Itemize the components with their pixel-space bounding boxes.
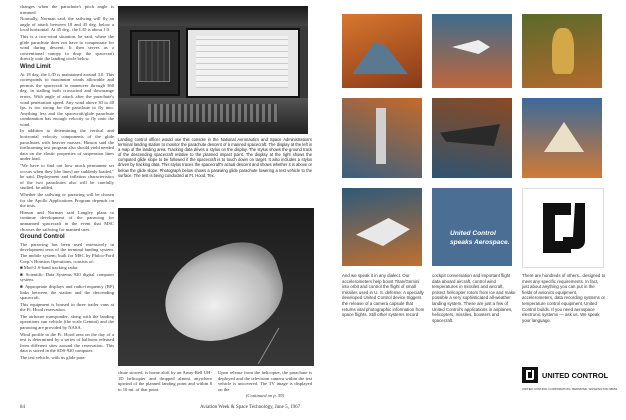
paragraph: Whether the sailwing or parawing will be chosen for the Apollo Applications Program depends on the tests. [20,192,114,209]
ad-body-col3: There are hundreds of others...designed to meet any specific requirements. In fact, just about anything you can put in the fields of avionics equipment, accelerometers, data recording systems or temperature control equipment, United Control builds. If you need aerospace electronic systems — ask us. We speak your language. [522,273,606,323]
console-frame [118,6,308,26]
ad-headline-line1: United Control [450,230,496,237]
article-column-middle: chute stowed, is borne aloft by an Army-Bell UH-1D helicopter and dropped almost anywhere upwind of the planned landing point and within 8 to 10 mi. of that point. [118,370,212,392]
paragraph: In addition to determining the vertical and horizontal velocity components of the glide parachutes with heavier masses, Hinson said the forthcoming test program also should yield needed data on the elastic properties of suspension lines under load. [20,128,114,162]
ad-illustration-4 [342,98,422,178]
publication-line: Aviation Week & Space Technology, June 5, 1967 [200,405,301,410]
paragraph: Hinson and Norman said Langley plans to continue development of the parawing for unmanned spacecraft in the event that MSC chooses the sailwing for manned uses. [20,209,114,232]
ad-illustration-6 [522,98,602,178]
continued-note: (Continued on p. 59) [245,393,285,399]
paragraph: Upon release from the helicopter, the parachute is deployed and the television camera within the test vehicle is uncovered. The TV image is displayed on the [218,370,312,392]
paragraph: This equipment is housed in three trailer vans at the Ft. Hood reservation. [20,301,114,313]
paragraph: This is a two-wind situation, he said, where the glide parachute does not have to compensate for wind during descent. It then serves as a conventional canopy to drop the spacecraft directly onto the landing circle below. [20,33,114,62]
united-control-logo-large [522,188,604,268]
photo-caption: Landing control officer would use this console in the National Aeronautics and Space Administration's terminal landing station to monitor the parachute descent of a manned spacecraft. The display at the left is a map of the landing area. Tracking data drives a stylus on the display. The stylus shows the ground track of the descending spacecraft relative to the planned impact point. The display at the right shows the computed glide slope to be followed if the spacecraft is to touch down on target. It also includes a stylus driven by tracking data. This stylus traces the spacecraft's actual descent and shows whether it is above or below the glide slope. Photograph below shows a parawing glide parachute lowering a test vehicle to the surface. The test is being conducted at Ft. Hood, Tex. [118,137,312,178]
page-number: 84 [20,405,25,410]
logo-wordmark: UNITED CONTROL [542,371,609,380]
suspension-lines [258,328,314,364]
bullet-item: ■ Scientific Data Systems 920 digital computer system. [20,271,114,283]
paragraph: "We have to find out how much permanent set occurs when they [the lines] are suddenly loaded," he said. Deployment and inflation characteristics of the two parachutes also will be carefully studied, he added. [20,163,114,191]
parawing-photo [118,208,314,366]
paragraph: The airborne transponder, along with the landing operations van vehicle (the scale Gemini) and the parawing are provided by NASA. [20,313,114,331]
ad-headline-box [432,188,512,266]
bullet-item: ■ Mod-2 S-band tracking radar. [20,265,79,271]
section-heading: Wind Limit [20,63,51,70]
ad-headline-line2: speaks Aerospace. [450,239,510,246]
paragraph: The parawing has been used extensively in development tests of the terminal landing system. The mobile system, built for MSC by Philco-Ford Corp.'s Houston Operations, consists of: [20,241,114,264]
ad-illustration-1 [342,14,422,88]
united-control-logo-small [522,365,618,395]
article-column-left [20,4,114,362]
ad-illustration-3 [522,14,602,88]
article-column-right [218,370,312,399]
ad-body-col2: cockpit conversation and important flight data aboard aircraft, control wind temperatures in missiles and aircraft, protect helicopter rotors from ice and make possible a very sophisticated all-weather landing system. These are just a few of United Control's applications in airplanes, helicopters, missiles, boosters and spacecraft. [432,273,516,323]
paragraph: Normally, Norman said, the sailwing will fly an angle of attack between 18 and 45 deg. below a local horizontal. At 45 deg., the L/D is about 1.0. [20,16,114,33]
ad-illustration-2 [432,14,512,88]
ad-illustration-7 [342,188,422,266]
uc-small-emblem-icon [522,367,538,383]
paragraph: The test vehicle, with its glide para- [20,355,86,361]
logo-address: UNITED CONTROL CORPORATION / REDMOND, WASHINGTON 98052 [522,387,618,391]
glide-slope-display [186,28,300,98]
bullet-item: ■ Appropriate displays and radio-frequency (RF) links between the station and the descending spacecraft. [20,283,114,301]
paragraph: changes when the parachute's pitch angle is trimmed. [20,4,114,15]
uc-emblem-icon [523,189,603,267]
paragraph: At 18 deg. the L/D is maintained around 3.0. This corresponds to maximum winds allowable and permits the spacecraft to maneuver through 360 deg. in stalling both crosswind and downrange errors. With angle of attack after the parachute's wind penetration speed. Any wind above 30 to 40 fps. is too strong for the parachute to fly into. Anything less and the spacecraft/glide parachute combination has enough velocity to fly onto the wind. [20,71,114,127]
paragraph: Wind profile in the Ft. Hood area on the day of a test is determined by a series of balloons released from different sites around the reservation. This data is stored in the SDS-920 computer. [20,331,114,354]
ad-body-col1: And we speak it in any dialect. Our accelerometers help boost Titan/Gemini into orbit and control the flight of small missiles used in U. S. defense. A specially developed United Control device triggers the release of a camera capsule that returns vital photographic information from space flights. Still other systems record [342,273,425,318]
map-display [130,30,180,96]
keyboard-panel [148,104,278,122]
console-photo [118,6,308,134]
section-heading: Ground Control [20,234,65,241]
ad-illustration-5 [432,98,512,178]
